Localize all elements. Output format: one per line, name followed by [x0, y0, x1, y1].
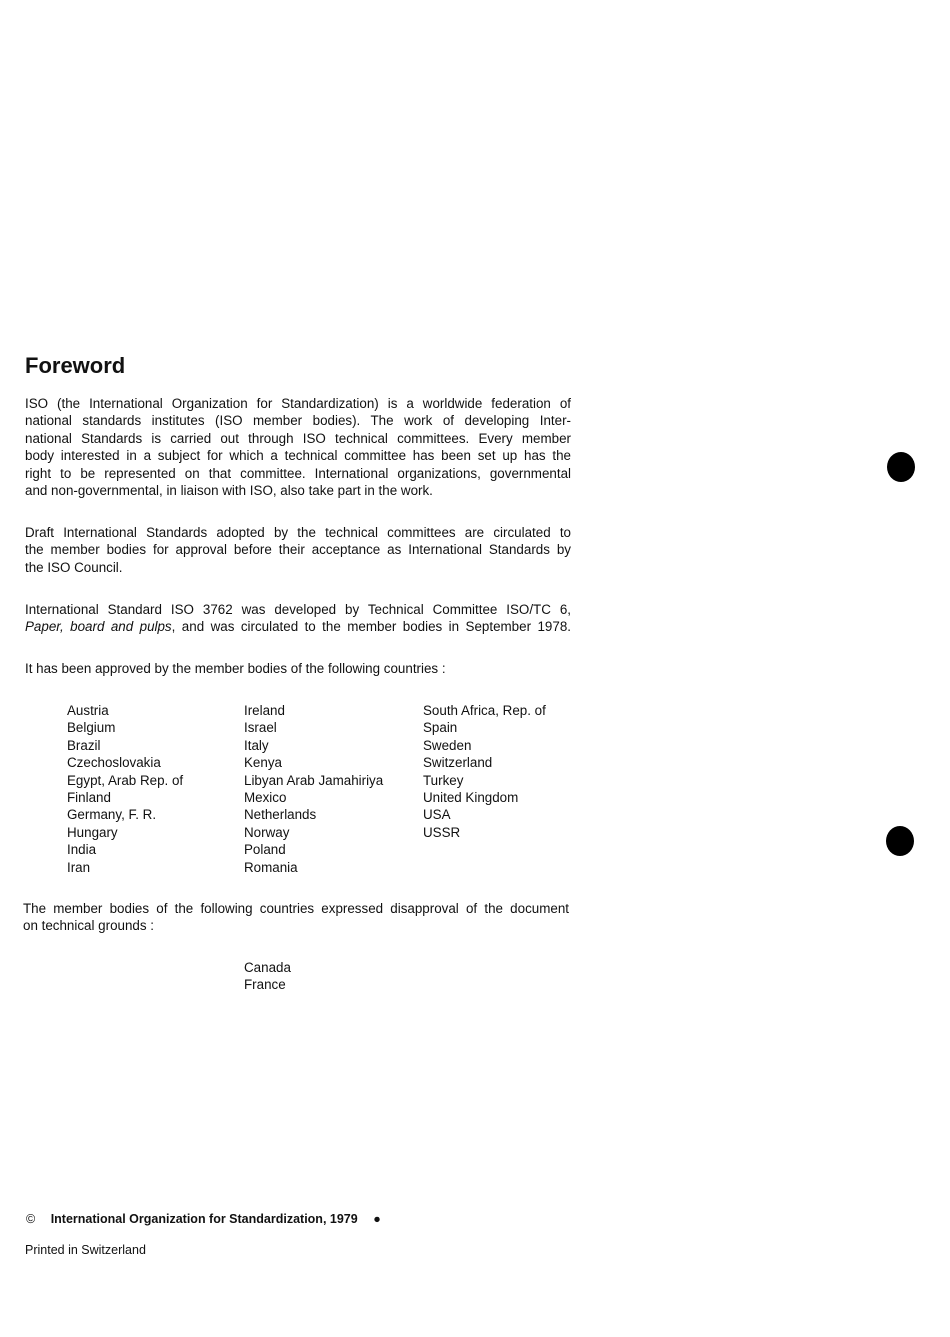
country: Hungary — [67, 824, 118, 840]
country: Romania — [244, 859, 298, 875]
country: Belgium — [67, 720, 116, 736]
country: Italy — [244, 737, 269, 753]
country: Brazil — [67, 737, 101, 753]
text-line: national Standards is carried out through ISO technical committees. Every member — [25, 430, 571, 446]
country: Czechoslovakia — [67, 755, 161, 771]
country: Canada — [244, 960, 291, 975]
punch-hole-icon — [887, 452, 915, 482]
approved-column-2 — [244, 702, 383, 876]
text-line: national standards institutes (ISO member bodies). The work of developing Inter- — [25, 413, 571, 429]
text-line: on technical grounds : — [23, 918, 155, 934]
text-line: the ISO Council. — [25, 559, 123, 575]
printed-note: Printed in Switzerland — [25, 1243, 146, 1257]
country: India — [67, 842, 97, 858]
country: Turkey — [423, 772, 464, 788]
country: Mexico — [244, 790, 287, 806]
country: Poland — [244, 842, 286, 858]
country: Netherlands — [244, 807, 317, 823]
text-line: body interested in a subject for which a technical committee has been set up has the — [25, 448, 571, 464]
country: Ireland — [244, 703, 285, 718]
country: Egypt, Arab Rep. of — [67, 772, 184, 788]
text-span: , and was circulated to the member bodies in September 1978. — [171, 619, 571, 635]
approval-intro: It has been approved by the member bodies of the following countries : — [25, 661, 446, 676]
country: Sweden — [423, 737, 472, 753]
text-line: ISO (the International Organization for Standardization) is a worldwide federation of — [25, 396, 571, 411]
text-line: right to be represented on that committee. International organizations, governmental — [25, 465, 571, 481]
approved-column-1 — [67, 702, 183, 876]
copyright-line — [26, 1212, 381, 1226]
copyright-icon: © — [26, 1212, 36, 1226]
country: South Africa, Rep. of — [423, 703, 546, 718]
country: Finland — [67, 790, 111, 806]
bullet-icon: ● — [373, 1212, 381, 1226]
punch-hole-icon — [886, 826, 914, 856]
disapproved-list — [244, 959, 291, 994]
country: Switzerland — [423, 755, 493, 771]
country: Libyan Arab Jamahiriya — [244, 772, 384, 788]
intro-paragraph — [25, 395, 571, 499]
country: Iran — [67, 859, 91, 875]
country: Austria — [67, 703, 109, 718]
text-line — [25, 618, 571, 635]
copyright-text: International Organization for Standardization, 1979 — [50, 1212, 358, 1226]
country: Israel — [244, 720, 277, 736]
country: Germany, F. R. — [67, 807, 157, 823]
text-line: Draft International Standards adopted by the technical committees are circulated to — [25, 525, 571, 540]
country: France — [244, 977, 286, 993]
page-title: Foreword — [25, 353, 126, 378]
text-line: and non-governmental, in liaison with ISO, also take part in the work. — [25, 483, 433, 499]
country: United Kingdom — [423, 790, 519, 806]
country: USA — [423, 807, 451, 823]
country: Norway — [244, 824, 290, 840]
text-line: the member bodies for approval before their acceptance as International Standards by — [25, 542, 571, 558]
approved-column-3 — [423, 702, 546, 841]
text-line: International Standard ISO 3762 was developed by Technical Committee ISO/TC 6, — [25, 602, 571, 617]
text-line: The member bodies of the following countries expressed disapproval of the document — [23, 901, 569, 916]
disapproval-paragraph — [23, 900, 569, 935]
country: Spain — [423, 720, 458, 736]
country: Kenya — [244, 755, 282, 771]
draft-paragraph — [25, 524, 571, 576]
standard-paragraph — [25, 601, 571, 636]
country: USSR — [423, 824, 461, 840]
committee-title: Paper, board and pulps — [25, 619, 172, 635]
